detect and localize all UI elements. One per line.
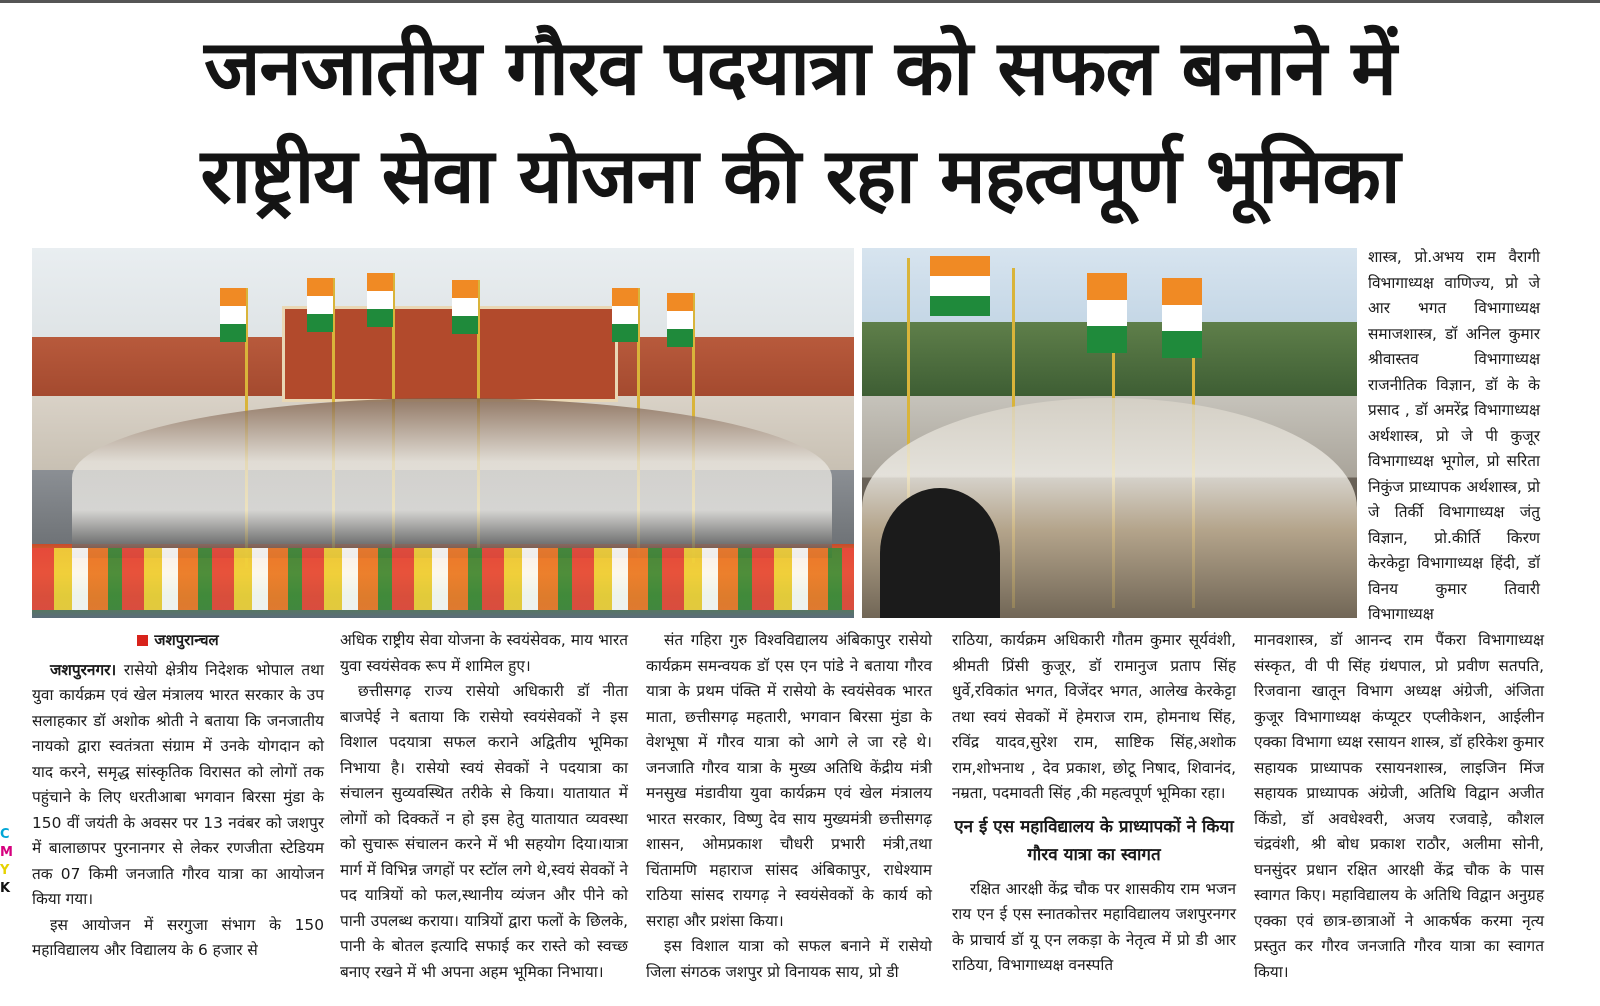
- paragraph: [32, 658, 324, 913]
- print-mark-k: K: [0, 881, 11, 896]
- sidebar-column: [1368, 245, 1540, 628]
- dateline: जशपुरनगर।: [50, 660, 117, 679]
- region-tag-label: जशपुरान्चल: [154, 631, 219, 649]
- column-5: [1254, 628, 1544, 985]
- camera-operator: [880, 488, 1000, 618]
- flag: [667, 293, 693, 347]
- headline-line-1: जनजातीय गौरव पदयात्रा को सफल बनाने में: [204, 23, 1396, 112]
- paragraph: छत्तीसगढ़ राज्य रासेयो अधिकारी डॉ नीता बाजपेई ने बताया कि रासेयो स्वयंसेवकों ने इस विशाल पदयात्रा सफल कराने अद्वितीय भूमिका निभाया है। रासेयो स्वयं सेवकों ने पदयात्रा का संचालन सुव्यवस्थित तरीके से किया। यातायात में लोगों को दिक्कतें न हो इस हेतु यातायात व्यवस्था को सुचारू संचालन करने में भी सहयोग दिया।यात्रा मार्ग में विभिन्न जगहों पर स्टॉल लगे थे,स्वयं सेवकों ने पद यात्रियों को फल,स्थानीय व्यंजन और पीने को पानी उपलब्ध कराया। यात्रियों द्वारा फलों के छिलके, पानी के बोतल इत्यादि सफाई कर रास्ते को स्वच्छ बनाए रखने में भी अपना अहम भूमिका निभाया।: [340, 682, 628, 981]
- flower-decoration: [32, 548, 854, 610]
- red-square-icon: [137, 635, 148, 646]
- flag: [307, 278, 333, 332]
- paragraph: राठिया, कार्यक्रम अधिकारी गौतम कुमार सूर्यवंशी, श्रीमती प्रिंसी कुजूर, डॉ रामानुज प्रताप सिंह धुर्वे,रविकांत भगत, विजेंदर भगत, आलेख केरकेट्टा तथा स्वयं सेवकों में हेमराज राम, होमनाथ सिंह, रविंद्र यादव,सुरेश राम, साष्टिक सिंह,अशोक राम,शोभनाथ , देव प्रकाश, छोटू निषाद, शिवानंद, नम्रता, पदमावती सिंह ,की महत्वपूर्ण भूमिका रहा।: [952, 631, 1236, 802]
- subheading: एन ई एस महाविद्यालय के प्राध्यापकों ने किया गौरव यात्रा का स्वागत: [954, 816, 1234, 865]
- flag: [930, 256, 990, 316]
- region-tag: [32, 628, 324, 654]
- flag: [1162, 278, 1202, 358]
- flag: [367, 273, 393, 327]
- flag: [452, 280, 478, 334]
- paragraph: अधिक राष्ट्रीय सेवा योजना के स्वयंसेवक, माय भारत युवा स्वयंसेवक रूप में शामिल हुए।: [340, 631, 628, 675]
- print-mark-m: M: [0, 845, 13, 860]
- flag: [220, 288, 246, 342]
- crowd-on-stage: [72, 398, 832, 558]
- print-mark-c: C: [0, 827, 10, 842]
- sidebar-paragraph: शास्त्र, प्रो.अभय राम वैरागी विभागाध्यक्ष वाणिज्य, प्रो जे आर भगत विभागाध्यक्ष समाजशास्त्र, डॉ अनिल कुमार श्रीवास्तव विभागाध्यक्ष राजनीतिक विज्ञान, डॉ के के प्रसाद , डॉ अमरेंद्र विभागाध्यक्ष अर्थशास्त्र, प्रो जे पी कुजूर विभागाध्यक्ष भूगोल, प्रो सरिता निकुंज प्राध्यापक अर्थशास्त्र, प्रो जे तिर्की विभागाध्यक्ष जंतु विज्ञान, प्रो.कीर्ति किरण केरकेट्टा विभागाध्यक्ष हिंदी, डॉ विनय कुमार तिवारी विभागाध्यक्ष: [1368, 248, 1540, 623]
- flag: [612, 288, 638, 342]
- stage-event-photo: [32, 248, 854, 618]
- headline-line-2: राष्ट्रीय सेवा योजना की रहा महत्वपूर्ण भूमिका: [200, 131, 1400, 220]
- column-2: [340, 628, 628, 985]
- column-1: [32, 628, 324, 964]
- column-3: [646, 628, 932, 985]
- paragraph: इस आयोजन में सरगुजा संभाग के 150 महाविद्यालय और विद्यालय के 6 हजार से: [32, 915, 324, 959]
- top-rule: [0, 0, 1600, 3]
- paragraph: मानवशास्त्र, डॉ आनन्द राम पैंकरा विभागाध्यक्ष संस्कृत, वी पी सिंह ग्रंथपाल, प्रो प्रवीण सतपति, रिजवाना खातून विभाग अध्यक्ष अंग्रेजी, अंजिता कुजूर विभागाध्यक्ष कंप्यूटर एप्लीकेशन, आईलीन एक्का विभागा ध्यक्ष रसायन शास्त्र, डॉ हरिकेश कुमार सहायक प्राध्यापक रसायनशास्त्र, लाइजिन मिंज सहायक प्राध्यापक अंग्रेजी, अतिथि विद्वान अजीत किंडो, डॉ अवधेश्वरी, अजय रजवाड़े, कौशल चंद्रवंशी, श्री बोध प्रकाश राठौर, अलीमा सोनी, घनसुंदर प्रधान रक्षित आरक्षी केंद्र चौक के पास स्वागत किए। महाविद्यालय के अतिथि विद्वान अनुग्रह एक्का एवं छात्र-छात्राओं ने आकर्षक करमा नृत्य प्रस्तुत कर गौरव जनजाति गौरव यात्रा का स्वागत किया।: [1254, 631, 1544, 981]
- paragraph: रक्षित आरक्षी केंद्र चौक पर शासकीय राम भजन राय एन ई एस स्नातकोत्तर महाविद्यालय जशपुरनगर के प्राचार्य डॉ यू एन लकड़ा के नेतृत्व में प्रो डी आर राठिया, विभागाध्यक्ष वनस्पति: [952, 879, 1236, 974]
- paragraph: इस विशाल यात्रा को सफल बनाने में रासेयो जिला संगठक जशपुर प्रो विनायक साय, प्रो डी: [646, 937, 932, 981]
- print-mark-y: Y: [0, 863, 10, 878]
- rally-photo: [862, 248, 1357, 618]
- paragraph: संत गहिरा गुरु विश्वविद्यालय अंबिकापुर रासेयो कार्यक्रम समन्वयक डॉ एस एन पांडे ने बताया गौरव यात्रा के प्रथम पंक्ति में रासेयो के स्वयंसेवक भारत माता, छत्तीसगढ़ महतारी, भगवान बिरसा मुंडा के वेशभूषा में गौरव यात्रा को आगे ले जा रहे थे। जनजाति गौरव यात्रा के मुख्य अतिथि केंद्रीय मंत्री मनसुख मंडावीया युवा कार्यक्रम एवं खेल मंत्रालय भारत सरकार, विष्णु देव साय मुख्यमंत्री छत्तीसगढ़ शासन, ओमप्रकाश चौधरी प्रभारी मंत्री,तथा चिंतामणि महाराज सांसद अंबिकापुर, राधेश्याम राठिया सांसद रायगढ़ ने स्वयंसेवकों के कार्य को सराहा और प्रशंसा किया।: [646, 631, 932, 930]
- column-4: [952, 628, 1236, 979]
- paragraph-text: रासेयो क्षेत्रीय निदेशक भोपाल तथा युवा कार्यक्रम एवं खेल मंत्रालय भारत सरकार के उप सलाहकार डॉ अशोक श्रोती ने बताया कि जनजातीय नायको द्वारा स्वतंत्रता संग्राम में उनके योगदान को याद करने, समृद्ध सांस्कृतिक विरासत को लोगों तक पहुंचाने के लिए धरतीआबा भगवान बिरसा मुंडा के 150 वीं जयंती के अवसर पर 13 नवंबर को जशपुर में बालाछापर पुरनानगर से लेकर रणजीता स्टेडियम तक 07 किमी जनजाति गौरव यात्रा का आयोजन किया गया।: [32, 660, 324, 908]
- flag: [1087, 273, 1127, 353]
